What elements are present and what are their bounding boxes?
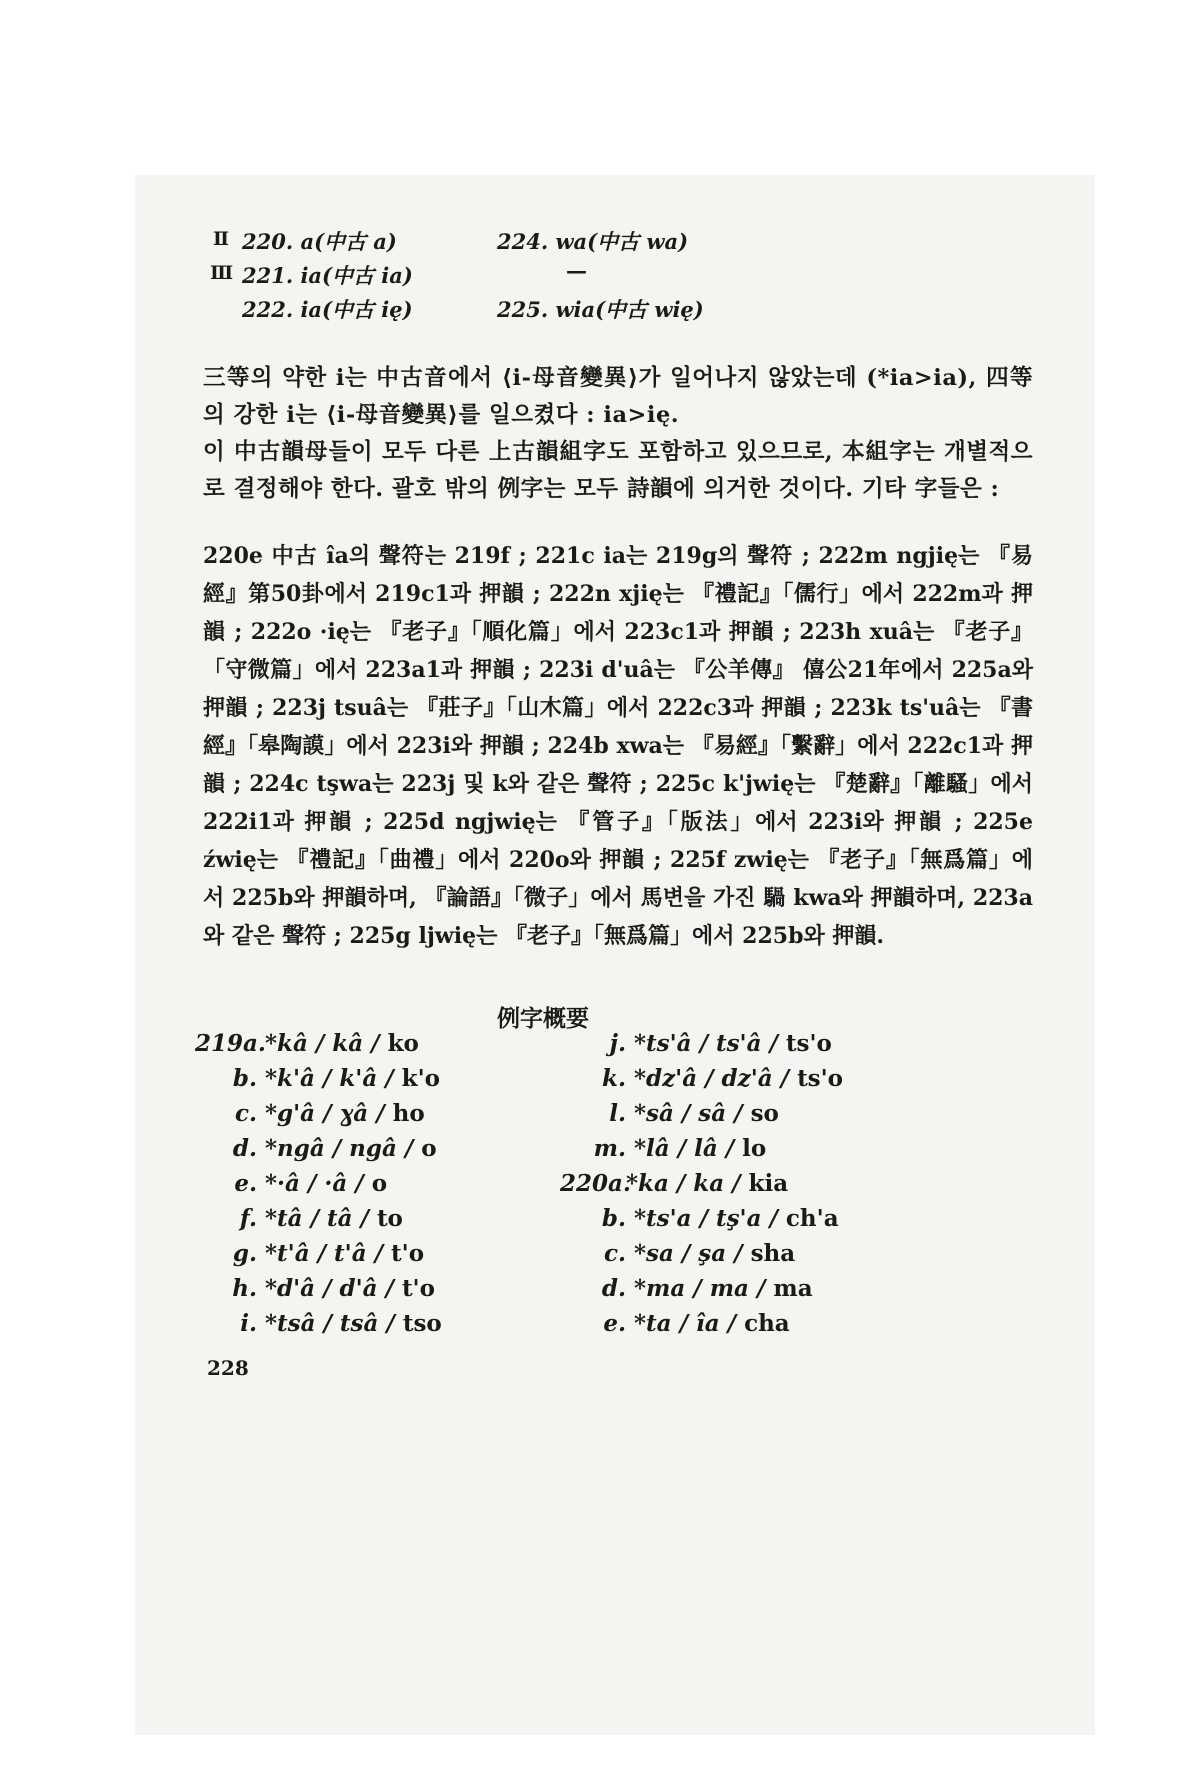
paragraph-2: 이 中古韻母들이 모두 다른 上古韻組字도 포함하고 있으므로, 本組字는 개별적으로 결정해야 한다. 괄호 밖의 例字는 모두 詩韻에 의거한 것이다. 기타 字들은 : [203, 439, 1033, 502]
example-reconstruction: *t'â / t'â / [265, 1240, 384, 1267]
example-reconstruction: *tâ / tâ / [265, 1205, 369, 1232]
example-row [560, 1065, 843, 1092]
example-row [560, 1310, 790, 1337]
example-label: e. [603, 1310, 626, 1337]
example-modern: sha [750, 1240, 796, 1267]
example-row [560, 1275, 813, 1302]
references-paragraph: 220e 中古 îa의 聲符는 219f ; 221c ia는 219g의 聲符 ; 222m ngjię는 『易經』第50卦에서 219c1과 押韻 ; 222n xjię는 『禮記』「儒行」에서 222m과 押韻 ; 222o ·ię는 『老子』「順化篇」에서 223c1과 押韻 ; 223h xuâ는 『老子』「守微篇」에서 223a1과 押韻 ; 223i d'uâ는 『公羊傳』 僖公21年에서 225a와 押韻 ; 223j tsuâ는 『莊子』「山木篇」에서 222c3과 押韻 ; 223k ts'uâ는 『書經』「皋陶謨」에서 223i와 押韻 ; 224b xwa는 『易經』「繫辭」에서 222c1과 押韻 ; 224c tşwa는 223j 및 k와 같은 聲符 ; 225c k'jwię는 『楚辭』「離騷」에서 222i1과 押韻 ; 225d ngjwię는 『管子』「版法」에서 223i와 押韻 ; 225e źwię는 『禮記』「曲禮」에서 220o와 押韻 ; 225f zwię는 『老子』「無爲篇」에서 225b와 押韻하며, 『論語』「微子」에서 馬변을 가진 騧 kwa와 押韻하며, 223a와 같은 聲符 ; 225g ljwię는 『老子』「無爲篇」에서 225b와 押韻. [203, 543, 1033, 949]
formula-225: 225. wia(中古 wię) [497, 297, 704, 322]
example-row [195, 1030, 419, 1057]
formula-224: 224. wa(中古 wa) [497, 229, 689, 254]
example-row [195, 1065, 440, 1092]
example-label: 220a. [560, 1170, 631, 1197]
example-reconstruction: *·â / ·â / [265, 1170, 364, 1197]
example-reconstruction: *ka / ka / [626, 1170, 741, 1197]
example-modern: ch'a [785, 1205, 839, 1232]
body-text [203, 360, 1033, 508]
example-reconstruction: *ngâ / ngâ / [265, 1135, 414, 1162]
example-row [195, 1240, 424, 1267]
example-modern: ho [392, 1100, 425, 1127]
example-reconstruction: *kâ / kâ / [265, 1030, 380, 1057]
page-number: 228 [207, 1356, 249, 1380]
example-label: k. [602, 1065, 626, 1092]
roman-numeral-3: Ⅲ [210, 262, 234, 284]
example-label: f. [239, 1205, 257, 1232]
example-row [560, 1030, 832, 1057]
example-row [195, 1170, 387, 1197]
example-reconstruction: *ma / ma / [634, 1275, 766, 1302]
example-label: b. [232, 1065, 257, 1092]
example-modern: o [371, 1170, 388, 1197]
example-modern: ts'o [797, 1065, 844, 1092]
example-reconstruction: *dz'â / dz'â / [634, 1065, 790, 1092]
example-modern: so [750, 1100, 779, 1127]
example-modern: ts'o [785, 1030, 832, 1057]
example-label: i. [240, 1310, 257, 1337]
example-label: d. [601, 1275, 626, 1302]
example-label: 219a. [195, 1030, 266, 1057]
example-label: l. [609, 1100, 626, 1127]
formula-221: 221. ia(中古 ia) [242, 263, 413, 288]
example-modern: k'o [401, 1065, 440, 1092]
example-label: j. [609, 1030, 626, 1057]
example-modern: t'o [391, 1240, 425, 1267]
example-modern: lo [742, 1135, 767, 1162]
example-reconstruction: *d'â / d'â / [265, 1275, 394, 1302]
example-row [560, 1240, 795, 1267]
example-modern: kia [748, 1170, 789, 1197]
example-reconstruction: *lâ / lâ / [634, 1135, 735, 1162]
example-modern: o [421, 1135, 437, 1162]
formula-dash: — [566, 258, 587, 283]
section-heading: 例字概要 [497, 1005, 589, 1032]
example-label: e. [234, 1170, 257, 1197]
example-reconstruction: *ts'â / ts'â / [634, 1030, 778, 1057]
example-reconstruction: *ta / îa / [634, 1310, 737, 1337]
example-label: m. [593, 1135, 626, 1162]
example-modern: ko [387, 1030, 419, 1057]
example-row [560, 1205, 839, 1232]
paragraph-1: 三等의 약한 i는 中古音에서 ⟨i-母音變異⟩가 일어나지 않았는데 (*ia>ia), 四等의 강한 i는 ⟨i-母音變異⟩를 일으켰다 : ia>ię. [203, 365, 1033, 428]
example-modern: cha [744, 1310, 790, 1337]
example-label: c. [603, 1240, 626, 1267]
example-row [195, 1100, 425, 1127]
roman-numeral-2: Ⅱ [213, 228, 230, 250]
example-row [560, 1170, 788, 1197]
example-row [560, 1100, 779, 1127]
formula-220: 220. a(中古 a) [242, 229, 397, 254]
example-reconstruction: *sâ / sâ / [634, 1100, 743, 1127]
example-label: b. [601, 1205, 626, 1232]
example-modern: ma [773, 1275, 813, 1302]
example-modern: tso [402, 1310, 442, 1337]
example-label: d. [232, 1135, 257, 1162]
example-reconstruction: *ts'a / tş'a / [634, 1205, 778, 1232]
example-reconstruction: *g'â / ɣâ / [265, 1100, 385, 1127]
example-reconstruction: *tsâ / tsâ / [265, 1310, 395, 1337]
example-row [195, 1310, 442, 1337]
example-row [560, 1135, 766, 1162]
example-reconstruction: *sa / şa / [634, 1240, 743, 1267]
formula-222: 222. ia(中古 ię) [242, 297, 413, 322]
example-label: c. [234, 1100, 257, 1127]
example-label: h. [232, 1275, 257, 1302]
example-reconstruction: *k'â / k'â / [265, 1065, 394, 1092]
example-modern: to [376, 1205, 403, 1232]
example-row [195, 1275, 435, 1302]
example-label: g. [232, 1240, 257, 1267]
example-modern: t'o [401, 1275, 435, 1302]
example-row [195, 1135, 437, 1162]
example-row [195, 1205, 403, 1232]
